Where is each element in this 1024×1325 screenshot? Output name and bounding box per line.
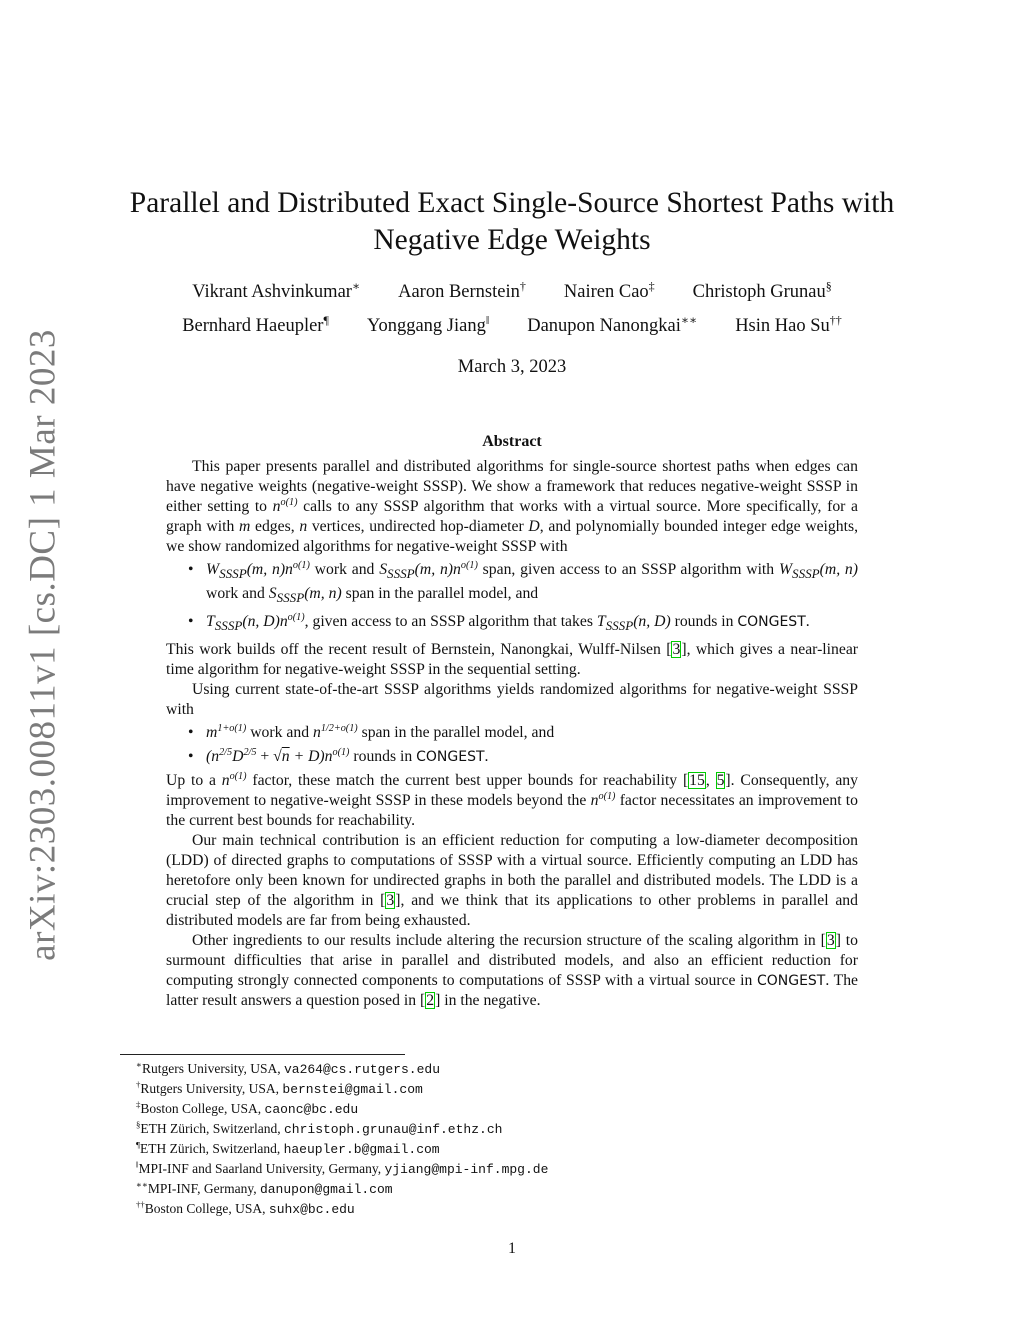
arxiv-sidebar-stamp bbox=[18, 329, 68, 961]
author: Aaron Bernstein† bbox=[398, 278, 526, 302]
author: Hsin Hao Su†† bbox=[735, 312, 842, 336]
paper-title bbox=[110, 185, 914, 259]
author-list-row-1 bbox=[110, 278, 914, 303]
citation-link[interactable]: 3 bbox=[386, 892, 395, 910]
footnote: ∗∗MPI-INF, Germany, danupon@gmail.com bbox=[136, 1179, 393, 1197]
email-address: suhx@bc.edu bbox=[268, 1202, 355, 1217]
footnote: ‡Boston College, USA, caonc@bc.edu bbox=[136, 1099, 359, 1117]
page-number: 1 bbox=[508, 1240, 516, 1257]
footnote: ¶ETH Zürich, Switzerland, haeupler.b@gmail.com bbox=[136, 1139, 440, 1157]
abstract-paragraph: This paper presents parallel and distributed algorithms for single-source shortest paths when edges can have negative weights (negative-weight SSSP). We show a framework that reduces negative-weight SSSP in either setting to $n^{o(1)}$ calls to any SSSP algorithm that works with a virtual source. More specifically, for a graph with m edges, n vertices, undirected hop-diameter D, and polynomially bounded integer edge weights, we show randomized algorithms for negative-weight SSSP with bbox=[166, 458, 858, 555]
title-line-1: Parallel and Distributed Exact Single-Source Shortest Paths with bbox=[129, 187, 895, 219]
citation-link[interactable]: 2 bbox=[426, 992, 435, 1010]
footnote: ‖MPI-INF and Saarland University, Germany, yjiang@mpi-inf.mpg.de bbox=[136, 1159, 549, 1177]
email-address: caonc@bc.edu bbox=[264, 1102, 359, 1117]
abstract-bullet-list bbox=[166, 560, 858, 636]
title-line-2: Negative Edge Weights bbox=[373, 224, 651, 256]
abstract-paragraph: This work builds off the recent result of Bernstein, Nanongkai, Wulff-Nilsen [3], which gives a near-linear time algorithm for negative-weight SSSP in the sequential setting. bbox=[166, 641, 859, 679]
citation-link[interactable]: 15 bbox=[689, 772, 705, 790]
author: Nairen Cao‡ bbox=[563, 278, 655, 302]
author: Yonggang Jiang‖ bbox=[366, 312, 490, 336]
paper-date: March 3, 2023 bbox=[457, 357, 567, 377]
author: Christoph Grunau§ bbox=[692, 278, 832, 302]
abstract-paragraph: Using current state-of-the-art SSSP algorithms yields randomized algorithms for negative-weight SSSP with bbox=[166, 681, 858, 719]
citation-link[interactable]: 5 bbox=[716, 772, 725, 790]
email-address: bernstei@gmail.com bbox=[282, 1082, 423, 1097]
list-item: • $W_{SSSP}(m$, $n)n^{o(1)}$ work and $S_{SSSP}(m$, $n)n^{o(1)}$ span, given access to an SSSP algorithm with $W_{SSSP}(m$, n) work and $S_{SSSP}(m$, n) span in the parallel model, and bbox=[206, 560, 858, 608]
abstract-paragraph: Up to a $n^{o(1)}$ factor, these match the current best upper bounds for reachability [15, 5]. Consequently, any improvement to negative-weight SSSP in these models beyond the $n^{o(1)}$ factor necessitates an improvement to the current best bounds for reachability. bbox=[166, 771, 859, 830]
author: Danupon Nanongkai∗∗ bbox=[527, 312, 698, 336]
footnote-rule bbox=[120, 1054, 405, 1055]
email-address: va264@cs.rutgers.edu bbox=[283, 1062, 440, 1077]
citation-link[interactable]: 3 bbox=[672, 641, 681, 659]
abstract-paragraph: Other ingredients to our results include altering the recursion structure of the scaling algorithm in [3] to surmount difficulties that arise in parallel and distributed models, and also an efficient reduction for computing strongly connected components to computations of SSSP with a virtual source in CONGEST. The latter result answers a question posed in [2] in the negative. bbox=[166, 932, 858, 1010]
citation-link[interactable]: 3 bbox=[826, 932, 835, 950]
abstract-bullet-list bbox=[166, 723, 858, 767]
footnote: ††Boston College, USA, suhx@bc.edu bbox=[136, 1199, 355, 1217]
email-address: haeupler.b@gmail.com bbox=[283, 1142, 440, 1157]
author-list-row-2 bbox=[110, 312, 914, 337]
list-item: • $T_{SSSP}(n$, $D)n^{o(1)}$, given access to an SSSP algorithm that takes $T_{SSSP}(n$, D) rounds in CONGEST. bbox=[206, 612, 858, 636]
author: Bernhard Haeupler¶ bbox=[182, 312, 329, 336]
footnote: ∗Rutgers University, USA, va264@cs.rutgers.edu bbox=[136, 1059, 440, 1077]
abstract-paragraph: Our main technical contribution is an efficient reduction for computing a low-diameter decomposition (LDD) of directed graphs to computations of SSSP with a virtual source. Efficiently computing an LDD has heretofore only been known for undirected graphs in both the parallel and distributed models. The LDD is a crucial step of the algorithm in [3], and we think that its applications to other problems in parallel and distributed models are far from being exhausted. bbox=[166, 832, 858, 930]
email-address: danupon@gmail.com bbox=[259, 1182, 393, 1197]
email-address: christoph.grunau@inf.ethz.ch bbox=[283, 1122, 503, 1137]
footnote: †Rutgers University, USA, bernstei@gmail.com bbox=[136, 1079, 423, 1097]
footnote: §ETH Zürich, Switzerland, christoph.grunau@inf.ethz.ch bbox=[136, 1119, 503, 1137]
arxiv-identifier: arXiv:2303.00811v1 [cs.DC] 1 Mar 2023 bbox=[22, 329, 64, 961]
abstract-heading: Abstract bbox=[482, 433, 542, 450]
email-address: yjiang@mpi-inf.mpg.de bbox=[384, 1162, 549, 1177]
author: Vikrant Ashvinkumar∗ bbox=[192, 278, 361, 302]
list-item: • $m^{1+o(1)}$ work and $n^{1/2+o(1)}$ span in the parallel model, and bbox=[206, 723, 858, 743]
footnotes bbox=[136, 1059, 548, 1219]
abstract-body bbox=[166, 457, 858, 1011]
list-item: • $(n^{2/5}D^{2/5} + √n + D)n^{o(1)}$ rounds in CONGEST. bbox=[206, 747, 858, 767]
